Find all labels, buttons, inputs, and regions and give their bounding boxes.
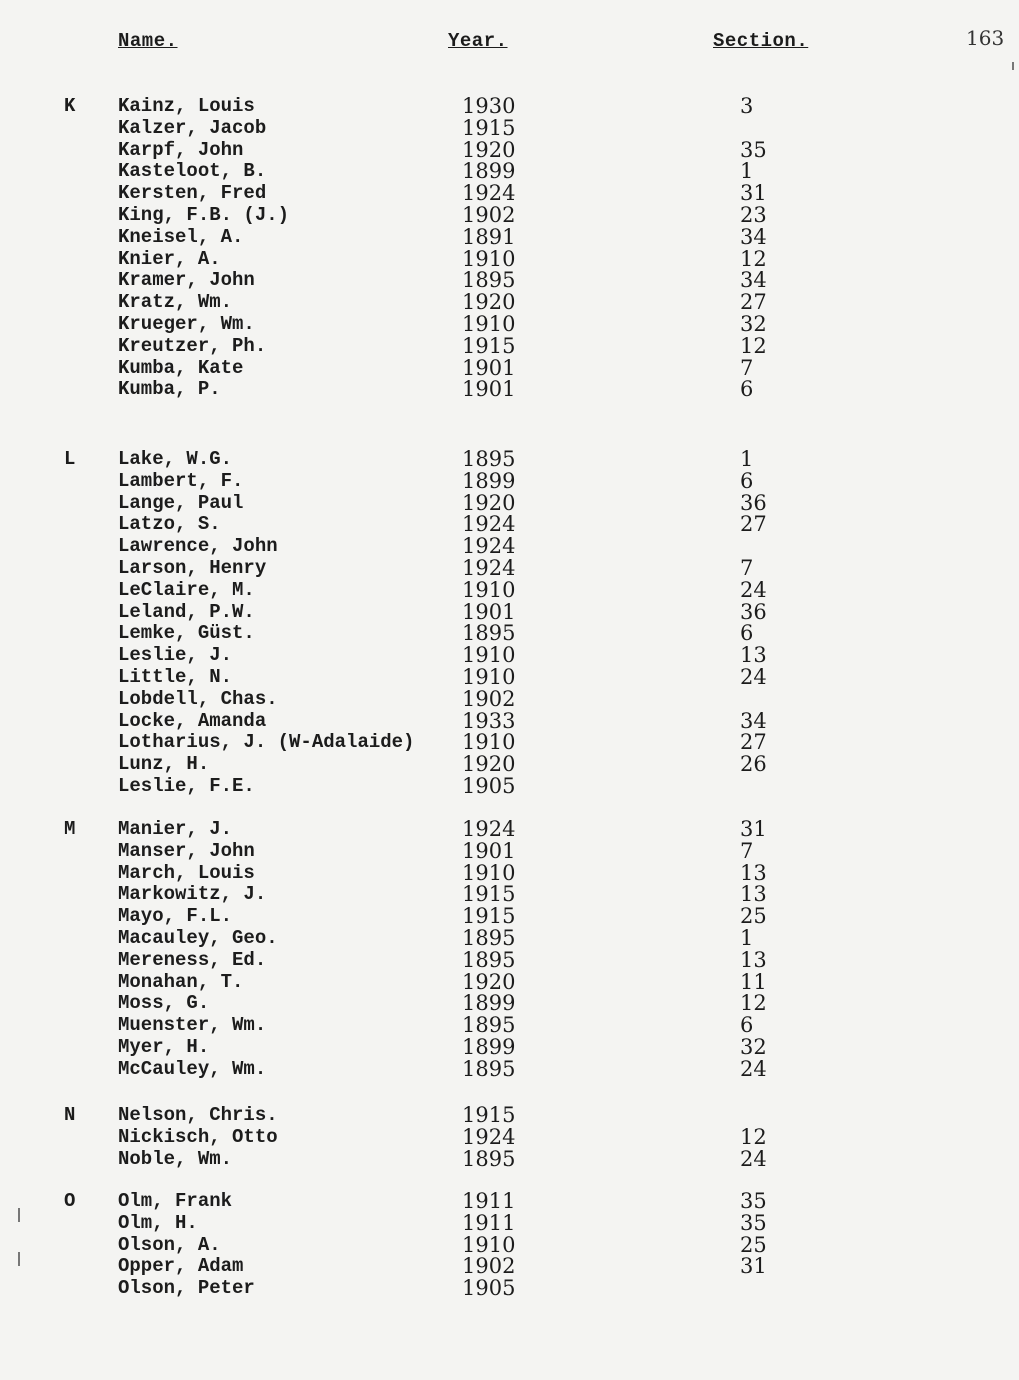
entry-section: 31 xyxy=(740,181,767,206)
entry-name: Olm, Frank xyxy=(118,1190,233,1212)
register-row xyxy=(0,160,1019,182)
entry-name: Kramer, John xyxy=(118,269,255,292)
entry-year: 1895 xyxy=(462,947,516,972)
section-letter-k: K xyxy=(64,95,76,117)
entry-section: 24 xyxy=(740,1146,767,1171)
entry-name: King, F.B. (J.) xyxy=(118,204,290,226)
register-row xyxy=(0,579,1019,601)
entry-section: 12 xyxy=(740,1124,767,1149)
register-row xyxy=(0,448,1019,470)
register-row xyxy=(0,1234,1019,1256)
entry-year: 1910 xyxy=(462,730,516,755)
entry-year: 1905 xyxy=(462,1276,516,1301)
entry-year: 1911 xyxy=(462,1189,516,1213)
entry-name: Macauley, Geo. xyxy=(118,927,278,949)
entry-section: 6 xyxy=(740,1013,754,1038)
entry-name: Knier, A. xyxy=(118,247,221,270)
entry-name: Noble, Wm. xyxy=(118,1147,233,1170)
entry-section: 1 xyxy=(740,926,754,950)
register-row xyxy=(0,378,1019,400)
register-row xyxy=(0,470,1019,492)
entry-year: 1910 xyxy=(462,577,516,602)
entry-year: 1895 xyxy=(462,1146,516,1171)
section-letter-o: O xyxy=(64,1190,76,1212)
entry-name: Lobdell, Chas. xyxy=(118,687,278,710)
register-row xyxy=(0,1126,1019,1148)
entry-name: Mayo, F.L. xyxy=(118,905,233,928)
entry-year: 1920 xyxy=(462,490,516,515)
entry-year: 1924 xyxy=(462,512,516,537)
register-row xyxy=(0,1104,1019,1126)
entry-name: Leslie, F.E. xyxy=(118,775,255,797)
entry-year: 1920 xyxy=(462,290,516,315)
entry-name: LeClaire, M. xyxy=(118,578,255,601)
register-row xyxy=(0,992,1019,1014)
register-row xyxy=(0,1014,1019,1036)
register-row xyxy=(0,971,1019,993)
entry-section: 12 xyxy=(740,333,767,358)
entry-year: 1915 xyxy=(462,333,516,358)
register-row xyxy=(0,269,1019,291)
entry-name: Nelson, Chris. xyxy=(118,1104,278,1126)
entry-section: 32 xyxy=(740,312,767,336)
register-row xyxy=(0,313,1019,335)
register-row xyxy=(0,95,1019,117)
register-row xyxy=(0,492,1019,514)
section-letter-l: L xyxy=(64,448,76,470)
entry-section: 26 xyxy=(740,752,767,777)
entry-section: 7 xyxy=(740,838,754,863)
register-row xyxy=(0,182,1019,204)
entry-year: 1910 xyxy=(462,1232,516,1257)
entry-section: 31 xyxy=(740,817,767,841)
entry-year: 1905 xyxy=(462,774,516,798)
register-row xyxy=(0,204,1019,226)
entry-section: 7 xyxy=(740,355,754,380)
entry-section: 34 xyxy=(740,224,767,249)
entry-section: 13 xyxy=(740,860,767,885)
entry-year: 1902 xyxy=(462,203,516,227)
register-row xyxy=(0,666,1019,688)
entry-section: 3 xyxy=(740,94,754,118)
entry-section: 13 xyxy=(740,947,767,972)
entry-name: Manier, J. xyxy=(118,818,233,840)
register-row xyxy=(0,862,1019,884)
entry-name: Monahan, T. xyxy=(118,970,244,993)
entry-year: 1920 xyxy=(462,752,516,777)
entry-year: 1901 xyxy=(462,838,516,863)
entry-name: Olson, Peter xyxy=(118,1277,255,1300)
entry-year: 1895 xyxy=(462,621,516,646)
entry-name: Larson, Henry xyxy=(118,557,267,579)
entry-year: 1920 xyxy=(462,137,516,162)
entry-section: 35 xyxy=(740,1210,767,1235)
register-row xyxy=(0,1190,1019,1212)
entry-name: Kneisel, A. xyxy=(118,225,244,248)
entry-year: 1902 xyxy=(462,1254,516,1279)
entry-name: Karpf, John xyxy=(118,138,244,161)
entry-year: 1910 xyxy=(462,246,516,271)
entry-name: Olm, H. xyxy=(118,1211,198,1234)
entry-year: 1902 xyxy=(462,686,516,711)
entry-name: Olson, A. xyxy=(118,1233,221,1256)
entry-name: Lunz, H. xyxy=(118,753,210,776)
entry-section: 35 xyxy=(740,1189,767,1213)
entry-name: Little, N. xyxy=(118,666,233,688)
entry-section: 24 xyxy=(740,665,767,689)
register-row xyxy=(0,248,1019,270)
entry-year: 1895 xyxy=(462,447,516,471)
section-letter-m: M xyxy=(64,818,76,840)
register-row xyxy=(0,905,1019,927)
register-row xyxy=(0,644,1019,666)
entry-year: 1901 xyxy=(462,599,516,624)
entry-year: 1915 xyxy=(462,904,516,929)
entry-section: 27 xyxy=(740,290,767,315)
entry-name: Kasteloot, B. xyxy=(118,160,267,183)
entry-year: 1924 xyxy=(462,534,516,559)
entry-section: 6 xyxy=(740,377,754,402)
entry-name: Latzo, S. xyxy=(118,513,221,536)
entry-name: Lake, W.G. xyxy=(118,448,233,470)
section-letter-n: N xyxy=(64,1104,76,1126)
entry-section: 23 xyxy=(740,203,767,227)
register-row xyxy=(0,226,1019,248)
entry-name: Leland, P.W. xyxy=(118,600,255,623)
entry-name: Myer, H. xyxy=(118,1036,210,1058)
entry-year: 1911 xyxy=(462,1210,516,1235)
entry-section: 27 xyxy=(740,730,767,755)
entry-section: 12 xyxy=(740,991,767,1016)
register-row xyxy=(0,840,1019,862)
entry-section: 25 xyxy=(740,1232,767,1257)
entry-year: 1899 xyxy=(462,159,516,184)
entry-name: Leslie, J. xyxy=(118,644,233,667)
entry-year: 1920 xyxy=(462,969,516,994)
entry-year: 1901 xyxy=(462,377,516,402)
entry-section: 36 xyxy=(740,599,767,624)
register-row xyxy=(0,291,1019,313)
entry-name: Kalzer, Jacob xyxy=(118,116,267,139)
register-row xyxy=(0,117,1019,139)
entry-name: Markowitz, J. xyxy=(118,883,267,906)
register-row xyxy=(0,927,1019,949)
header-section: Section. xyxy=(713,30,809,52)
entry-year: 1891 xyxy=(462,224,516,249)
register-row xyxy=(0,775,1019,797)
entry-year: 1915 xyxy=(462,1103,516,1127)
entry-year: 1899 xyxy=(462,468,516,493)
entry-name: Kumba, P. xyxy=(118,378,221,401)
entry-name: Nickisch, Otto xyxy=(118,1125,278,1148)
entry-section: 1 xyxy=(740,447,754,471)
register-row xyxy=(0,139,1019,161)
header-name: Name. xyxy=(118,30,178,52)
entry-name: Kumba, Kate xyxy=(118,356,244,379)
entry-year: 1924 xyxy=(462,556,516,580)
entry-section: 24 xyxy=(740,1056,767,1081)
entry-year: 1901 xyxy=(462,355,516,380)
entry-name: Lambert, F. xyxy=(118,469,244,492)
entry-year: 1899 xyxy=(462,991,516,1016)
entry-year: 1915 xyxy=(462,882,516,907)
entry-year: 1924 xyxy=(462,181,516,206)
entry-name: Kersten, Fred xyxy=(118,182,267,205)
entry-name: Opper, Adam xyxy=(118,1255,244,1278)
entry-year: 1895 xyxy=(462,1056,516,1081)
entry-section: 6 xyxy=(740,621,754,646)
entry-year: 1910 xyxy=(462,643,516,668)
entry-section: 12 xyxy=(740,246,767,271)
entry-section: 34 xyxy=(740,708,767,733)
register-row xyxy=(0,1058,1019,1080)
register-row xyxy=(0,1036,1019,1058)
entry-year: 1910 xyxy=(462,665,516,689)
page-number: 163 xyxy=(966,26,1005,50)
register-row xyxy=(0,1277,1019,1299)
register-row xyxy=(0,731,1019,753)
entry-year: 1910 xyxy=(462,860,516,885)
margin-mark xyxy=(1012,62,1014,70)
entry-name: Krueger, Wm. xyxy=(118,313,255,335)
entry-section: 11 xyxy=(740,969,767,994)
entry-year: 1924 xyxy=(462,1124,516,1149)
register-row xyxy=(0,818,1019,840)
entry-year: 1895 xyxy=(462,1013,516,1038)
register-row xyxy=(0,710,1019,732)
entry-section: 24 xyxy=(740,577,767,602)
entry-name: Kratz, Wm. xyxy=(118,291,233,314)
register-row xyxy=(0,883,1019,905)
register-row xyxy=(0,601,1019,623)
entry-section: 36 xyxy=(740,490,767,515)
register-row xyxy=(0,557,1019,579)
entry-name: Muenster, Wm. xyxy=(118,1014,267,1037)
register-row xyxy=(0,1212,1019,1234)
entry-section: 35 xyxy=(740,137,767,162)
register-row xyxy=(0,753,1019,775)
register-row xyxy=(0,535,1019,557)
entry-year: 1915 xyxy=(462,115,516,140)
entry-name: Locke, Amanda xyxy=(118,709,267,732)
entry-year: 1899 xyxy=(462,1035,516,1059)
entry-name: Kainz, Louis xyxy=(118,95,255,117)
register-row xyxy=(0,1148,1019,1170)
entry-section: 13 xyxy=(740,882,767,907)
entry-section: 7 xyxy=(740,556,754,580)
entry-section: 34 xyxy=(740,268,767,293)
entry-section: 25 xyxy=(740,904,767,929)
entry-name: March, Louis xyxy=(118,861,255,884)
entry-name: McCauley, Wm. xyxy=(118,1057,267,1080)
entry-name: Mereness, Ed. xyxy=(118,948,267,971)
register-row xyxy=(0,622,1019,644)
entry-year: 1930 xyxy=(462,94,516,118)
entry-section: 1 xyxy=(740,159,754,184)
entry-year: 1924 xyxy=(462,817,516,841)
entry-name: Lotharius, J. (W-Adalaide) xyxy=(118,731,415,754)
entry-section: 31 xyxy=(740,1254,767,1279)
entry-section: 32 xyxy=(740,1035,767,1059)
entry-section: 13 xyxy=(740,643,767,668)
register-row xyxy=(0,1255,1019,1277)
entry-name: Lemke, Güst. xyxy=(118,622,255,645)
entry-year: 1895 xyxy=(462,268,516,293)
entry-name: Moss, G. xyxy=(118,992,210,1015)
entry-year: 1910 xyxy=(462,312,516,336)
register-row xyxy=(0,688,1019,710)
header-year: Year. xyxy=(448,30,508,52)
entry-section: 6 xyxy=(740,468,754,493)
register-row xyxy=(0,949,1019,971)
entry-name: Lange, Paul xyxy=(118,491,244,514)
entry-name: Kreutzer, Ph. xyxy=(118,334,267,357)
register-row xyxy=(0,513,1019,535)
register-row xyxy=(0,335,1019,357)
entry-year: 1895 xyxy=(462,926,516,950)
entry-name: Lawrence, John xyxy=(118,535,278,558)
entry-section: 27 xyxy=(740,512,767,537)
entry-name: Manser, John xyxy=(118,839,255,862)
register-row xyxy=(0,357,1019,379)
entry-year: 1933 xyxy=(462,708,516,733)
